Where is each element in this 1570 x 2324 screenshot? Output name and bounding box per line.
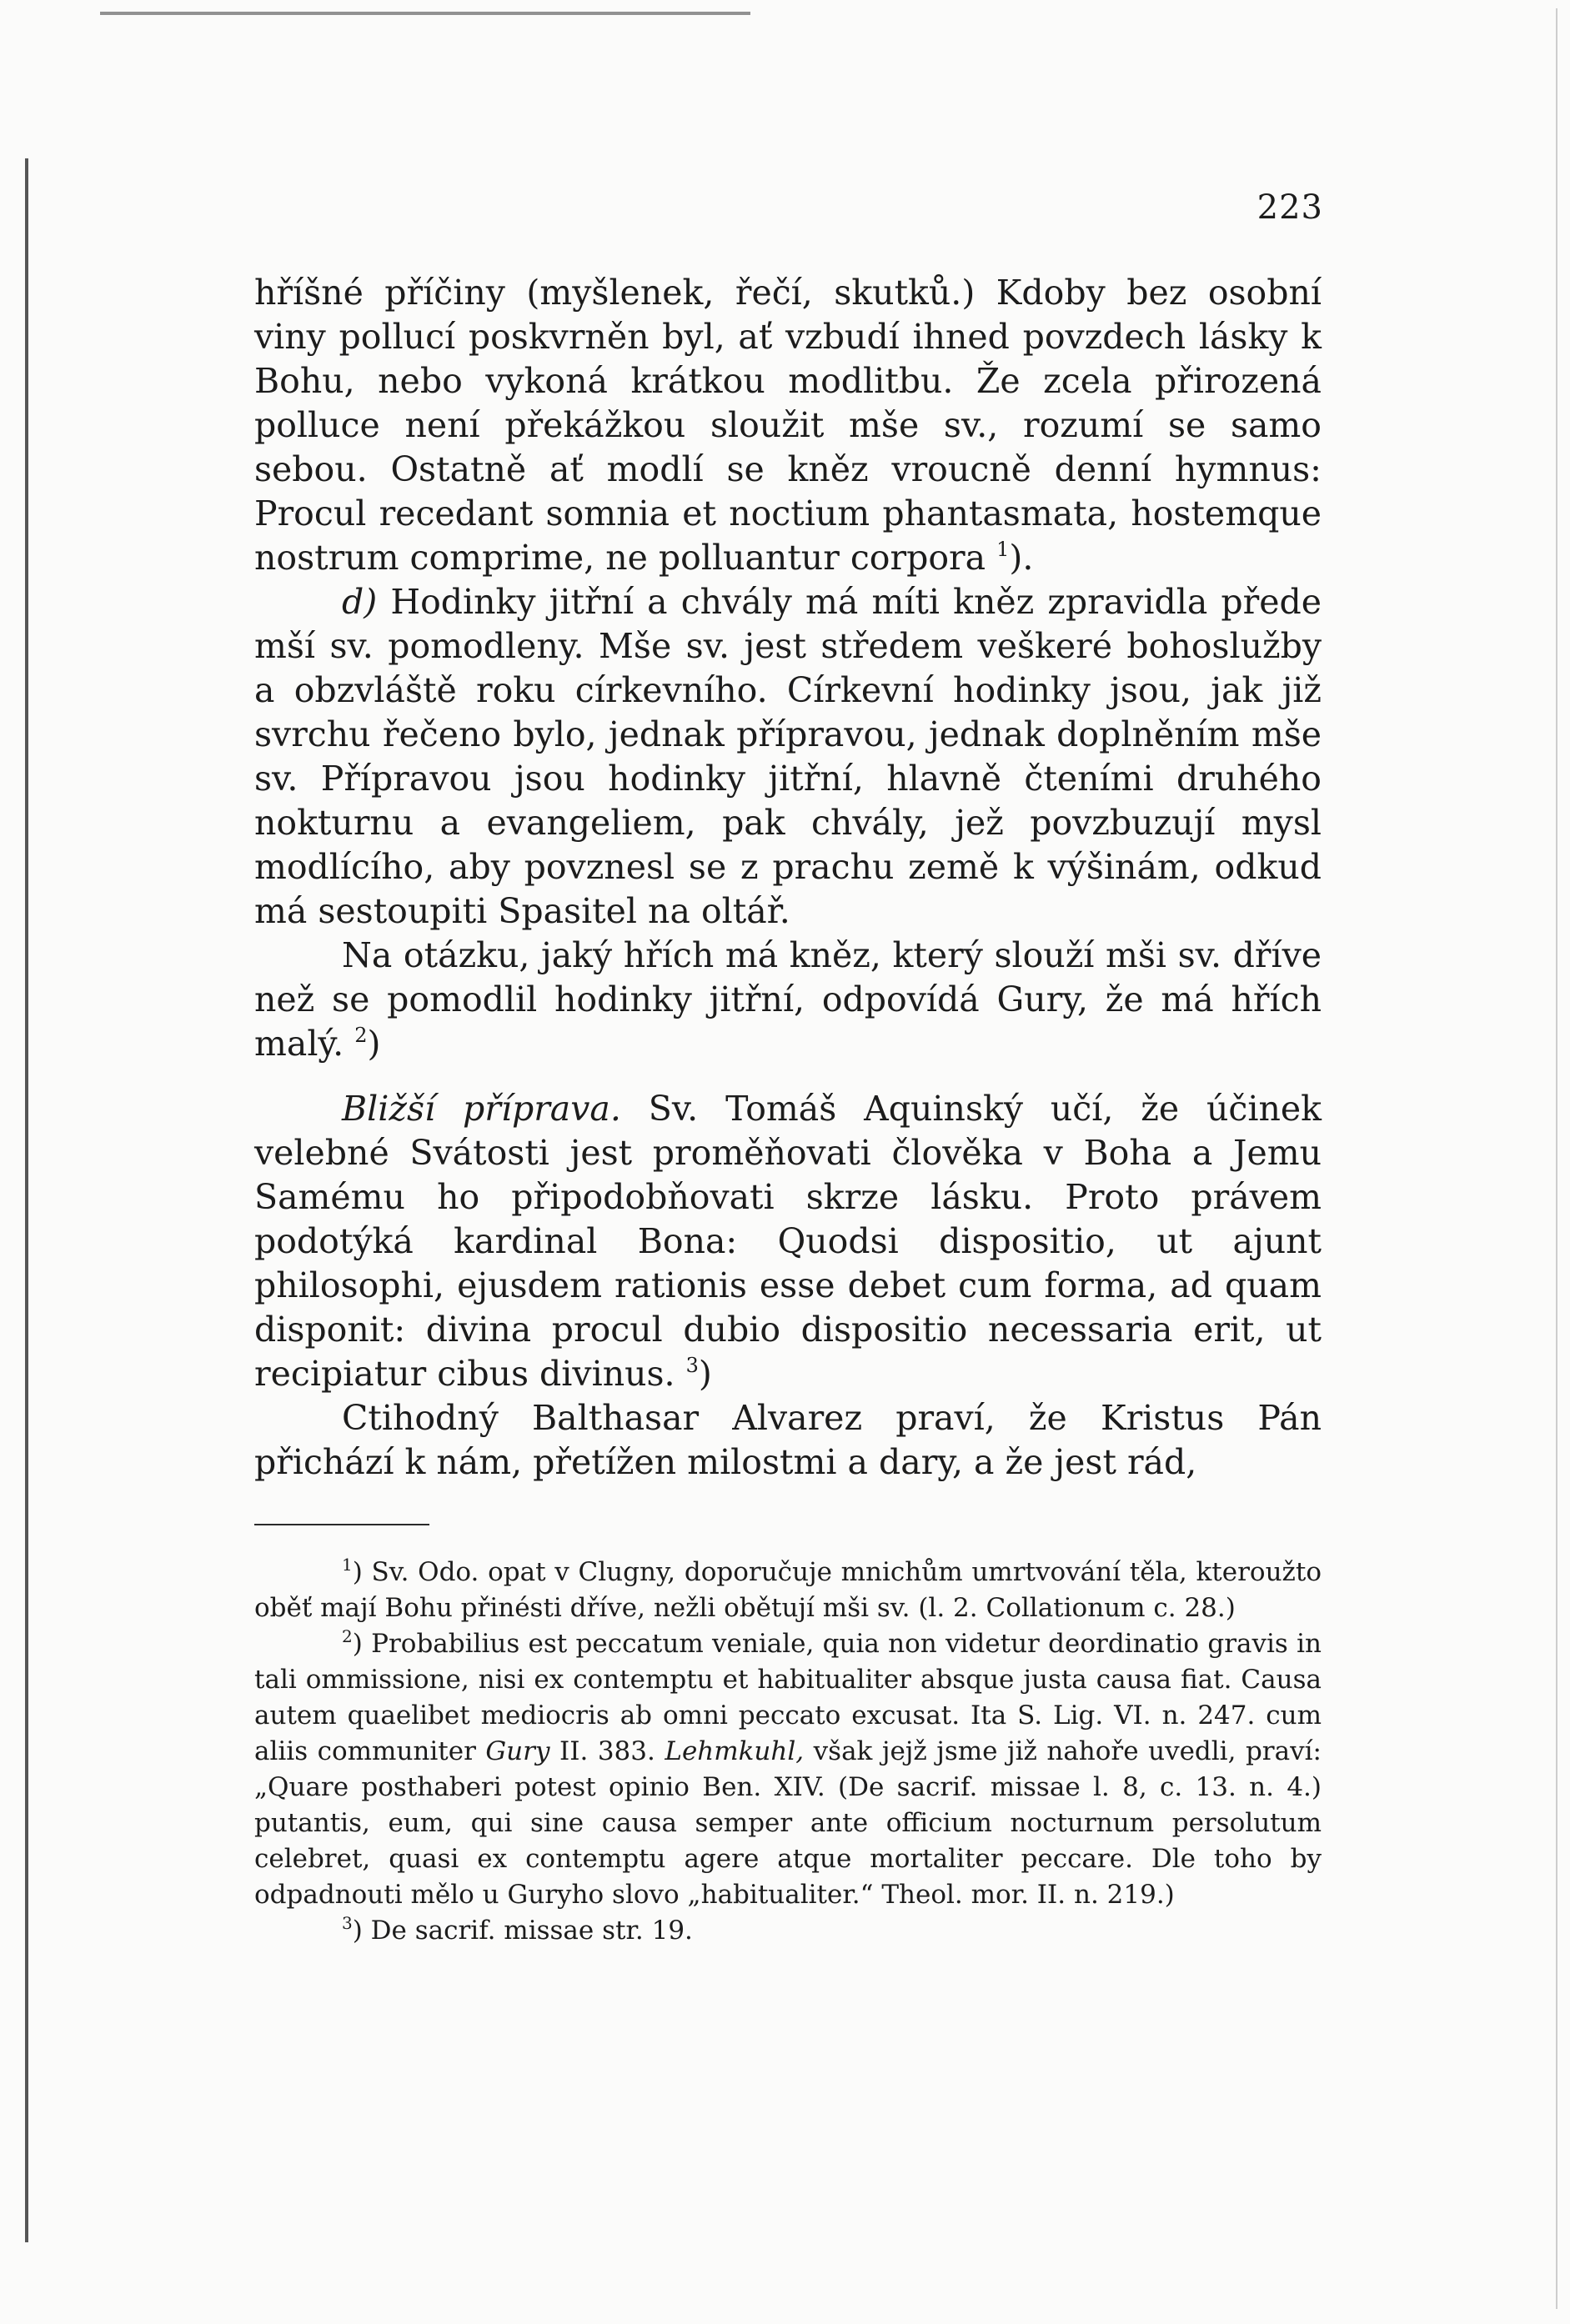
footnote-3-text: ) De sacrif. missae str. 19. <box>352 1916 693 1946</box>
paragraph-3-text: Na otázku, jaký hřích má kněz, který slouží mši sv. dříve než se pomodlil hodinky jitřní, odpovídá Gury, že má hřích malý. <box>254 935 1322 1064</box>
footnote-2-lehmkuhl: Lehmkuhl, <box>665 1736 805 1766</box>
paragraph-4-end: ) <box>698 1354 712 1394</box>
paragraph-3-end: ) <box>367 1024 381 1064</box>
footnote-2-gury: Gury <box>485 1736 550 1766</box>
paragraph-2-label: d) <box>342 582 378 622</box>
footnote-2 <box>254 1626 1322 1913</box>
paragraph-3 <box>254 934 1322 1066</box>
footnote-2-text-c: však jejž jsme již nahoře uvedli, praví: „Quare posthaberi potest opinio Ben. XIV. (De sacrif. missae l. 8, c. 13. n. 4.) putantis, eum, qui sine causa semper ante officium nocturnum persolutum celebret, quasi ex contemptu agere atque mortaliter peccare. Dle toho by odpadnouti mělo u Guryho slovo „habitualiter.“ Theol. mor. II. n. 219.) <box>254 1736 1322 1910</box>
paragraph-1 <box>254 271 1322 580</box>
footnote-2-text-a: ) Probabilius est peccatum veniale, quia non videtur deordinatio gravis in tali ommissione, nisi ex contemptu et habitualiter absque justa causa fiat. Causa autem quaelibet mediocris ab omni peccato excusat. Ita S. Lig. VI. n. 247. cum aliis communiter <box>254 1629 1322 1766</box>
paragraph-2-text: Hodinky jitřní a chvály má míti kněz zpravidla přede mší sv. pomodleny. Mše sv. jest středem veškeré bohoslužby a obzvláště roku církevního. Církevní hodinky jsou, jak již svrchu řečeno bylo, jednak přípravou, jednak doplněním mše sv. Přípravou jsou hodinky jitřní, hlavně čteními druhého nokturnu a evangeliem, pak chvály, jež povzbuzují mysl modlícího, aby povznesl se z prachu země k výšinám, odkud má sestoupiti Spasitel na oltář. <box>254 582 1322 931</box>
footnote-1-text: ) Sv. Odo. opat v Clugny, doporučuje mnichům umrtvování těla, kteroužto oběť mají Bohu přinésti dříve, nežli obětují mši sv. (l. 2. Collationum c. 28.) <box>254 1557 1322 1623</box>
footnote-3 <box>254 1913 1322 1949</box>
scan-edge-top <box>100 12 750 15</box>
paragraph-4 <box>254 1087 1322 1396</box>
footnote-2-mark: 2 <box>342 1626 353 1646</box>
footnote-divider <box>254 1524 429 1525</box>
paragraph-4-text: Sv. Tomáš Aquinský učí, že účinek velebné Svátosti jest proměňovati člověka v Boha a Jemu Samému ho připodobňovati skrze lásku. Proto právem podotýká kardinal Bona: Quodsi dispositio, ut ajunt philosophi, ejusdem rationis esse debet cum forma, ad quam disponit: divina procul dubio dispositio necessaria erit, ut recipiatur cibus divinus. <box>254 1089 1322 1394</box>
footnote-2-text-b: II. 383. <box>549 1736 665 1766</box>
paragraph-2 <box>254 580 1322 934</box>
paragraph-4-label: Bližší příprava. <box>342 1089 621 1129</box>
paragraph-5 <box>254 1396 1322 1485</box>
main-text <box>254 271 1322 1485</box>
footnote-3-mark: 3 <box>342 1913 353 1933</box>
footnote-1 <box>254 1555 1322 1626</box>
footnote-1-mark: 1 <box>342 1555 353 1575</box>
footnote-ref-2: 2 <box>354 1024 368 1047</box>
paragraph-5-text: Ctihodný Balthasar Alvarez praví, že Kristus Pán přichází k nám, přetížen milostmi a dary, a že jest rád, <box>254 1398 1322 1482</box>
paragraph-1-end: ). <box>1009 538 1034 578</box>
scan-edge-left <box>25 158 28 2242</box>
paragraph-1-text: hříšné příčiny (myšlenek, řečí, skutků.) Kdoby bez osobní viny pollucí poskvrněn byl, ať vzbudí ihned povzdech lásky k Bohu, nebo vykoná krátkou modlitbu. Že zcela přirozená polluce není překážkou sloužit mše sv., rozumí se samo sebou. Ostatně ať modlí se kněz vroucně denní hymnus: Procul recedant somnia et noctium phantasmata, hostemque nostrum comprime, ne polluantur corpora <box>254 273 1322 578</box>
footnote-ref-3: 3 <box>685 1354 699 1377</box>
footnotes <box>254 1555 1322 1949</box>
footnote-ref-1: 1 <box>996 538 1010 561</box>
scan-edge-right <box>1556 8 1557 2309</box>
page-number: 223 <box>1257 188 1323 227</box>
